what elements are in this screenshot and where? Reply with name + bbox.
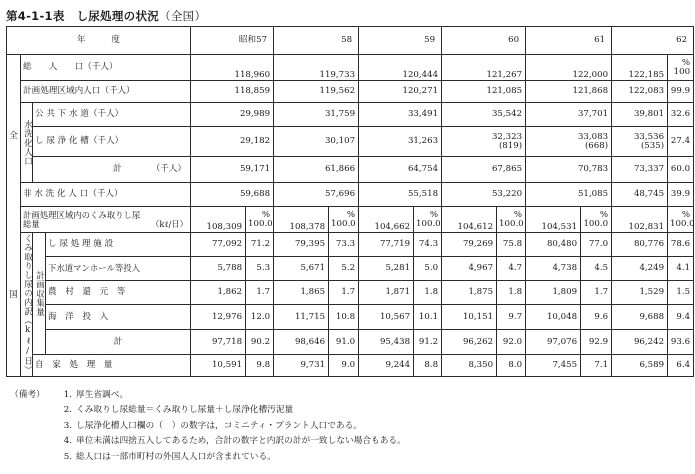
notes	[10, 388, 406, 465]
suisenka-vertical-label: 水洗化人口	[22, 119, 33, 166]
pct-cell: 12.0	[246, 305, 274, 330]
pct-cell: 9.4	[668, 305, 694, 330]
plan-collect-label	[33, 233, 46, 355]
pct-cell: 75.8	[497, 233, 526, 257]
pct-cell: 91.0	[329, 330, 359, 355]
pct-value: 100.0	[331, 218, 356, 229]
cell: 35,542	[442, 103, 526, 127]
cell: 122,083	[612, 81, 668, 103]
cell: 12,976	[191, 305, 246, 330]
sewage-treatment-table	[6, 26, 694, 377]
notes-head: （備考）	[10, 390, 45, 400]
pct-cell: 7.1	[581, 355, 612, 377]
cell: 70,783	[526, 157, 612, 183]
cell: 31,759	[274, 103, 359, 127]
cell: 96,262	[442, 330, 497, 355]
pct-cell: 77.0	[581, 233, 612, 257]
pct-cell: 9.7	[497, 305, 526, 330]
cell: 4,738	[526, 257, 581, 281]
pct-symbol: %	[681, 209, 691, 220]
pct-cell: 8.8	[414, 355, 442, 377]
cell: 59,688	[191, 183, 274, 207]
community-plant-value: (819)	[498, 140, 523, 151]
pct-symbol: %	[681, 57, 691, 68]
pct-cell: 6.4	[668, 355, 694, 377]
pct-cell: 1.5	[668, 281, 694, 305]
row-collection-subtotal	[7, 330, 694, 355]
value: 33,083	[577, 131, 609, 142]
pct-cell: 1.8	[497, 281, 526, 305]
cell: 9,731	[274, 355, 329, 377]
note-number: 3.	[63, 420, 72, 431]
pct-cell: 73.3	[329, 233, 359, 257]
header-row	[7, 27, 694, 55]
pct-cell	[414, 207, 442, 233]
cell: 9,688	[612, 305, 668, 330]
cell: 64,754	[359, 157, 442, 183]
pct-cell: 4.5	[581, 257, 612, 281]
row-suisen-subtotal	[7, 157, 694, 183]
cell: 5,671	[274, 257, 329, 281]
pct-value: 100	[673, 66, 691, 77]
row-manhole	[7, 257, 694, 281]
collect-total-label-line2: 総量	[23, 218, 40, 229]
collect-total-label-line1: 計画処理区域内のくみ取りし尿	[23, 210, 141, 221]
row-total-population	[7, 55, 694, 81]
pct-cell: 9.8	[246, 355, 274, 377]
pct-value: 100.0	[670, 218, 695, 229]
pct-cell	[246, 207, 274, 233]
cell: 121,085	[442, 81, 526, 103]
cell: 104,531	[526, 207, 581, 233]
cell: 97,718	[191, 330, 246, 355]
cell	[526, 127, 612, 157]
plan-pop-label: 計画処理区域内人口（千人）	[21, 81, 191, 103]
year-58: 58	[274, 27, 359, 55]
cell	[612, 127, 668, 157]
sewer-label: 公 共 下 水 道（千人）	[33, 103, 191, 127]
table-title	[6, 8, 206, 24]
year-60: 60	[442, 27, 526, 55]
year-57: 昭和57	[191, 27, 274, 55]
cell: 120,271	[359, 81, 442, 103]
cell: 30,107	[274, 127, 359, 157]
pct-cell: 99.9	[668, 81, 694, 103]
pct-cell: 1.7	[581, 281, 612, 305]
cell: 108,309	[191, 207, 246, 233]
pct-cell: 8.0	[497, 355, 526, 377]
cell: 48,745	[612, 183, 668, 207]
community-plant-value: (535)	[640, 140, 665, 151]
cell: 67,865	[442, 157, 526, 183]
pct-value: 100.0	[416, 218, 441, 229]
cell: 8,350	[442, 355, 497, 377]
pct-cell: 4.1	[668, 257, 694, 281]
year-62: 62	[612, 27, 694, 55]
note-number: 4.	[63, 436, 72, 447]
pct-cell: 74.3	[414, 233, 442, 257]
table-title-sub: （全国）	[159, 9, 207, 23]
cell: 5,788	[191, 257, 246, 281]
cell: 79,395	[274, 233, 329, 257]
pct-cell	[668, 55, 694, 81]
cell: 9,244	[359, 355, 414, 377]
facility-label: し 尿 処 理 施 設	[46, 233, 191, 257]
cell: 120,444	[359, 55, 442, 81]
pct-value: 100.0	[499, 218, 524, 229]
cell: 4,967	[442, 257, 497, 281]
pct-cell: 9.0	[329, 355, 359, 377]
self-label: 自 家 処 理 量	[33, 355, 191, 377]
pct-cell: 10.8	[329, 305, 359, 330]
cell: 51,085	[526, 183, 612, 207]
cell: 55,518	[359, 183, 442, 207]
cell	[442, 127, 526, 157]
pct-symbol: %	[599, 209, 609, 220]
pct-symbol: %	[346, 209, 356, 220]
cell: 104,662	[359, 207, 414, 233]
farm-label: 農 村 還 元 等	[46, 281, 191, 305]
zenkoku-label	[7, 55, 21, 377]
cell: 1,529	[612, 281, 668, 305]
cell: 1,862	[191, 281, 246, 305]
pct-cell: 71.2	[246, 233, 274, 257]
pct-cell: 5.2	[329, 257, 359, 281]
cell: 53,220	[442, 183, 526, 207]
cell: 73,337	[612, 157, 668, 183]
cell: 61,866	[274, 157, 359, 183]
pct-cell: 32.6	[668, 103, 694, 127]
cell: 29,182	[191, 127, 274, 157]
pct-symbol: %	[429, 209, 439, 220]
pct-cell: 92.0	[497, 330, 526, 355]
collect-subtotal-label: 計	[46, 330, 191, 355]
cell: 96,242	[612, 330, 668, 355]
cell: 98,646	[274, 330, 329, 355]
note-number: 1.	[63, 390, 72, 400]
cell: 39,801	[612, 103, 668, 127]
cell: 31,263	[359, 127, 442, 157]
pct-symbol: %	[513, 209, 523, 220]
row-non-suisen	[7, 183, 694, 207]
row-self-treatment	[7, 355, 694, 377]
ocean-label: 海 洋 投 入	[46, 305, 191, 330]
pct-value: 100.0	[248, 218, 273, 229]
pct-cell: 27.4	[668, 127, 694, 157]
pct-cell: 1.8	[414, 281, 442, 305]
note-item	[10, 388, 406, 403]
note-item	[10, 403, 406, 418]
cell: 10,151	[442, 305, 497, 330]
note-text: 厚生省調べ。	[76, 390, 129, 400]
pct-cell	[668, 207, 694, 233]
cell: 6,589	[612, 355, 668, 377]
cell: 29,989	[191, 103, 274, 127]
pct-cell: 39.9	[668, 183, 694, 207]
community-plant-value: (668)	[584, 140, 609, 151]
plan-collect-vertical-label: 計画収集量	[34, 270, 45, 317]
cell: 57,696	[274, 183, 359, 207]
pct-cell: 5.3	[246, 257, 274, 281]
suisenka-label	[21, 103, 33, 183]
pct-cell	[329, 207, 359, 233]
cell: 122,185	[612, 55, 668, 81]
value: 32,323	[491, 131, 523, 142]
pct-cell: 9.6	[581, 305, 612, 330]
kumitori-label	[21, 233, 33, 377]
zenkoku-top: 全	[9, 130, 18, 141]
pct-cell: 1.7	[246, 281, 274, 305]
cell: 118,960	[191, 55, 274, 81]
note-item	[10, 450, 406, 465]
cell: 77,092	[191, 233, 246, 257]
cell: 1,865	[274, 281, 329, 305]
cell: 80,480	[526, 233, 581, 257]
cell: 4,249	[612, 257, 668, 281]
cell: 33,491	[359, 103, 442, 127]
cell: 108,378	[274, 207, 329, 233]
cell: 5,281	[359, 257, 414, 281]
cell: 122,000	[526, 55, 612, 81]
collect-total-unit: （kℓ/日）	[151, 218, 189, 229]
cell: 95,438	[359, 330, 414, 355]
cell: 1,809	[526, 281, 581, 305]
collect-total-label	[21, 207, 191, 233]
cell: 10,048	[526, 305, 581, 330]
kumitori-vertical-label: くみ取りし尿の内訳（kℓ/日）	[22, 234, 33, 375]
row-ocean	[7, 305, 694, 330]
cell: 121,267	[442, 55, 526, 81]
pct-cell: 4.7	[497, 257, 526, 281]
cell: 77,719	[359, 233, 414, 257]
note-item	[10, 419, 406, 434]
pct-cell: 5.0	[414, 257, 442, 281]
row-collection-total	[7, 207, 694, 233]
row-plan-population	[7, 81, 694, 103]
cell: 10,567	[359, 305, 414, 330]
septic-label: し 尿 浄 化 槽（千人）	[33, 127, 191, 157]
pct-cell	[581, 207, 612, 233]
pct-cell	[497, 207, 526, 233]
pct-cell: 93.6	[668, 330, 694, 355]
manhole-label: 下水道マンホール等投入	[46, 257, 191, 281]
table-title-main: 第4-1-1表 し尿処理の状況	[6, 9, 160, 23]
note-number: 2.	[63, 405, 72, 416]
cell: 1,871	[359, 281, 414, 305]
cell: 80,776	[612, 233, 668, 257]
cell: 37,701	[526, 103, 612, 127]
cell: 118,859	[191, 81, 274, 103]
pct-value: 100.0	[583, 218, 609, 229]
row-sewer	[7, 103, 694, 127]
pct-symbol: %	[261, 209, 271, 220]
note-number: 5.	[63, 451, 72, 462]
year-59: 59	[359, 27, 442, 55]
note-text: し尿浄化槽人口欄の（ ）の数字は，コミニティ・プラント人口である。	[76, 420, 362, 431]
cell: 11,715	[274, 305, 329, 330]
pct-cell: 78.6	[668, 233, 694, 257]
cell: 1,875	[442, 281, 497, 305]
pct-cell: 92.9	[581, 330, 612, 355]
pct-cell: 60.0	[668, 157, 694, 183]
note-item	[10, 434, 406, 449]
non-suisen-label: 非 水 洗 化 人 口（千人）	[21, 183, 191, 207]
zenkoku-bottom: 国	[9, 289, 18, 300]
pct-cell: 91.2	[414, 330, 442, 355]
row-farm	[7, 281, 694, 305]
pct-cell: 10.1	[414, 305, 442, 330]
cell: 97,076	[526, 330, 581, 355]
cell: 119,562	[274, 81, 359, 103]
value: 33,536	[633, 131, 665, 142]
cell: 59,171	[191, 157, 274, 183]
row-septic	[7, 127, 694, 157]
row-facility	[7, 233, 694, 257]
cell: 7,455	[526, 355, 581, 377]
cell: 102,831	[612, 207, 668, 233]
note-text: くみ取りし尿総量＝くみ取りし尿量＋し尿浄化槽汚泥量	[76, 405, 294, 416]
total-pop-label: 総 人 口（千人）	[21, 55, 191, 81]
suisen-subtotal-label: 計 （千人）	[33, 157, 191, 183]
note-text: 総人口は一部市町村の外国人人口が含まれている。	[76, 451, 276, 462]
pct-cell: 1.7	[329, 281, 359, 305]
cell: 119,733	[274, 55, 359, 81]
pct-cell: 90.2	[246, 330, 274, 355]
year-61: 61	[526, 27, 612, 55]
year-header: 年 度	[7, 27, 191, 55]
cell: 10,591	[191, 355, 246, 377]
cell: 79,269	[442, 233, 497, 257]
cell: 121,868	[526, 81, 612, 103]
note-text: 単位未満は四捨五入してあるため，合計の数字と内訳の計が一致しない場合もある。	[76, 436, 406, 447]
cell: 104,612	[442, 207, 497, 233]
